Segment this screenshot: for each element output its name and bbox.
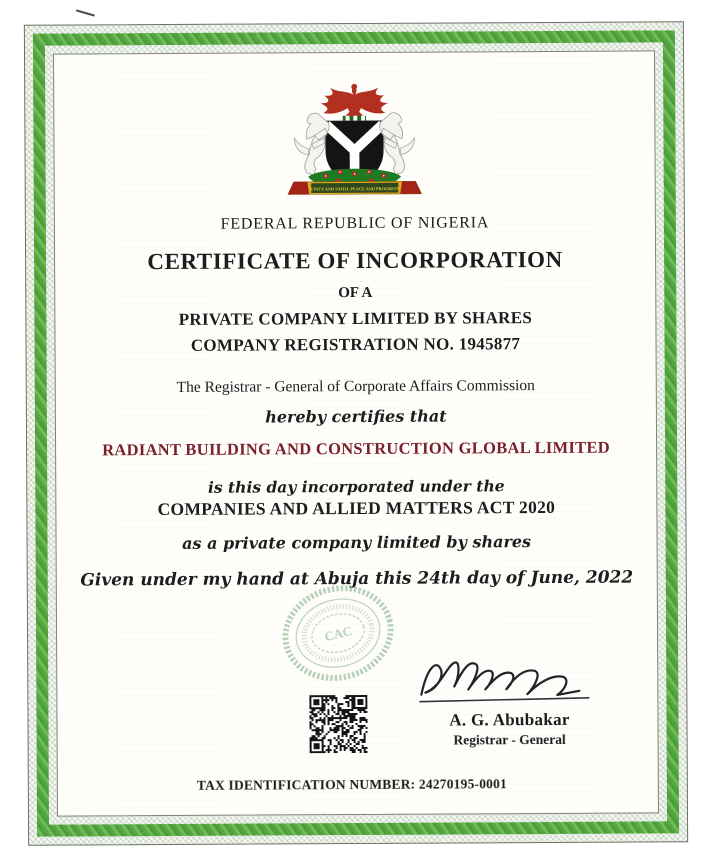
seal-label: CAC	[323, 623, 354, 645]
nigeria-coat-of-arms-icon	[281, 79, 428, 200]
eagle-head	[351, 84, 357, 90]
registrar-general-line: The Registrar - General of Corporate Affairs Commission	[176, 377, 535, 397]
border-green-band	[33, 30, 679, 836]
certificate-title: CERTIFICATE OF INCORPORATION	[147, 247, 563, 275]
limited-by-shares-line: as a private company limited by shares	[182, 532, 532, 554]
motto-banner	[288, 181, 422, 194]
incorporated-line: is this day incorporated under the	[207, 476, 505, 498]
company-name: RADIANT BUILDING AND CONSTRUCTION GLOBAL LIMITED	[102, 438, 611, 460]
certificate-decorative-border	[24, 21, 688, 845]
registrar-signature-icon	[413, 654, 603, 709]
horse-supporter-left	[294, 113, 329, 175]
border-inner-hatch	[45, 42, 667, 824]
horse-supporter-right	[380, 113, 415, 175]
scan-pen-artifact	[76, 9, 95, 16]
certifies-line: hereby certifies that	[265, 406, 447, 427]
company-type-line: PRIVATE COMPANY LIMITED BY SHARES	[178, 308, 533, 330]
registration-number-line: COMPANY REGISTRATION NO. 1945877	[190, 333, 521, 355]
signatory-title: Registrar - General	[453, 731, 566, 748]
country-name: FEDERAL REPUBLIC OF NIGERIA	[220, 214, 490, 233]
motto-text: UNITY AND FAITH, PEACE AND PROGRESS	[310, 186, 399, 192]
signatory-name: A. G. Abubakar	[449, 709, 570, 730]
certificate-body	[53, 50, 659, 816]
tax-identification-line: TAX IDENTIFICATION NUMBER: 24270195-0001	[196, 776, 508, 793]
act-line: COMPANIES AND ALLIED MATTERS ACT 2020	[157, 497, 556, 520]
attestation-line: Given under my hand at Abuja this 24th day of June, 2022	[80, 567, 634, 591]
qr-code	[309, 695, 367, 753]
of-a-line: OF A	[338, 284, 373, 301]
